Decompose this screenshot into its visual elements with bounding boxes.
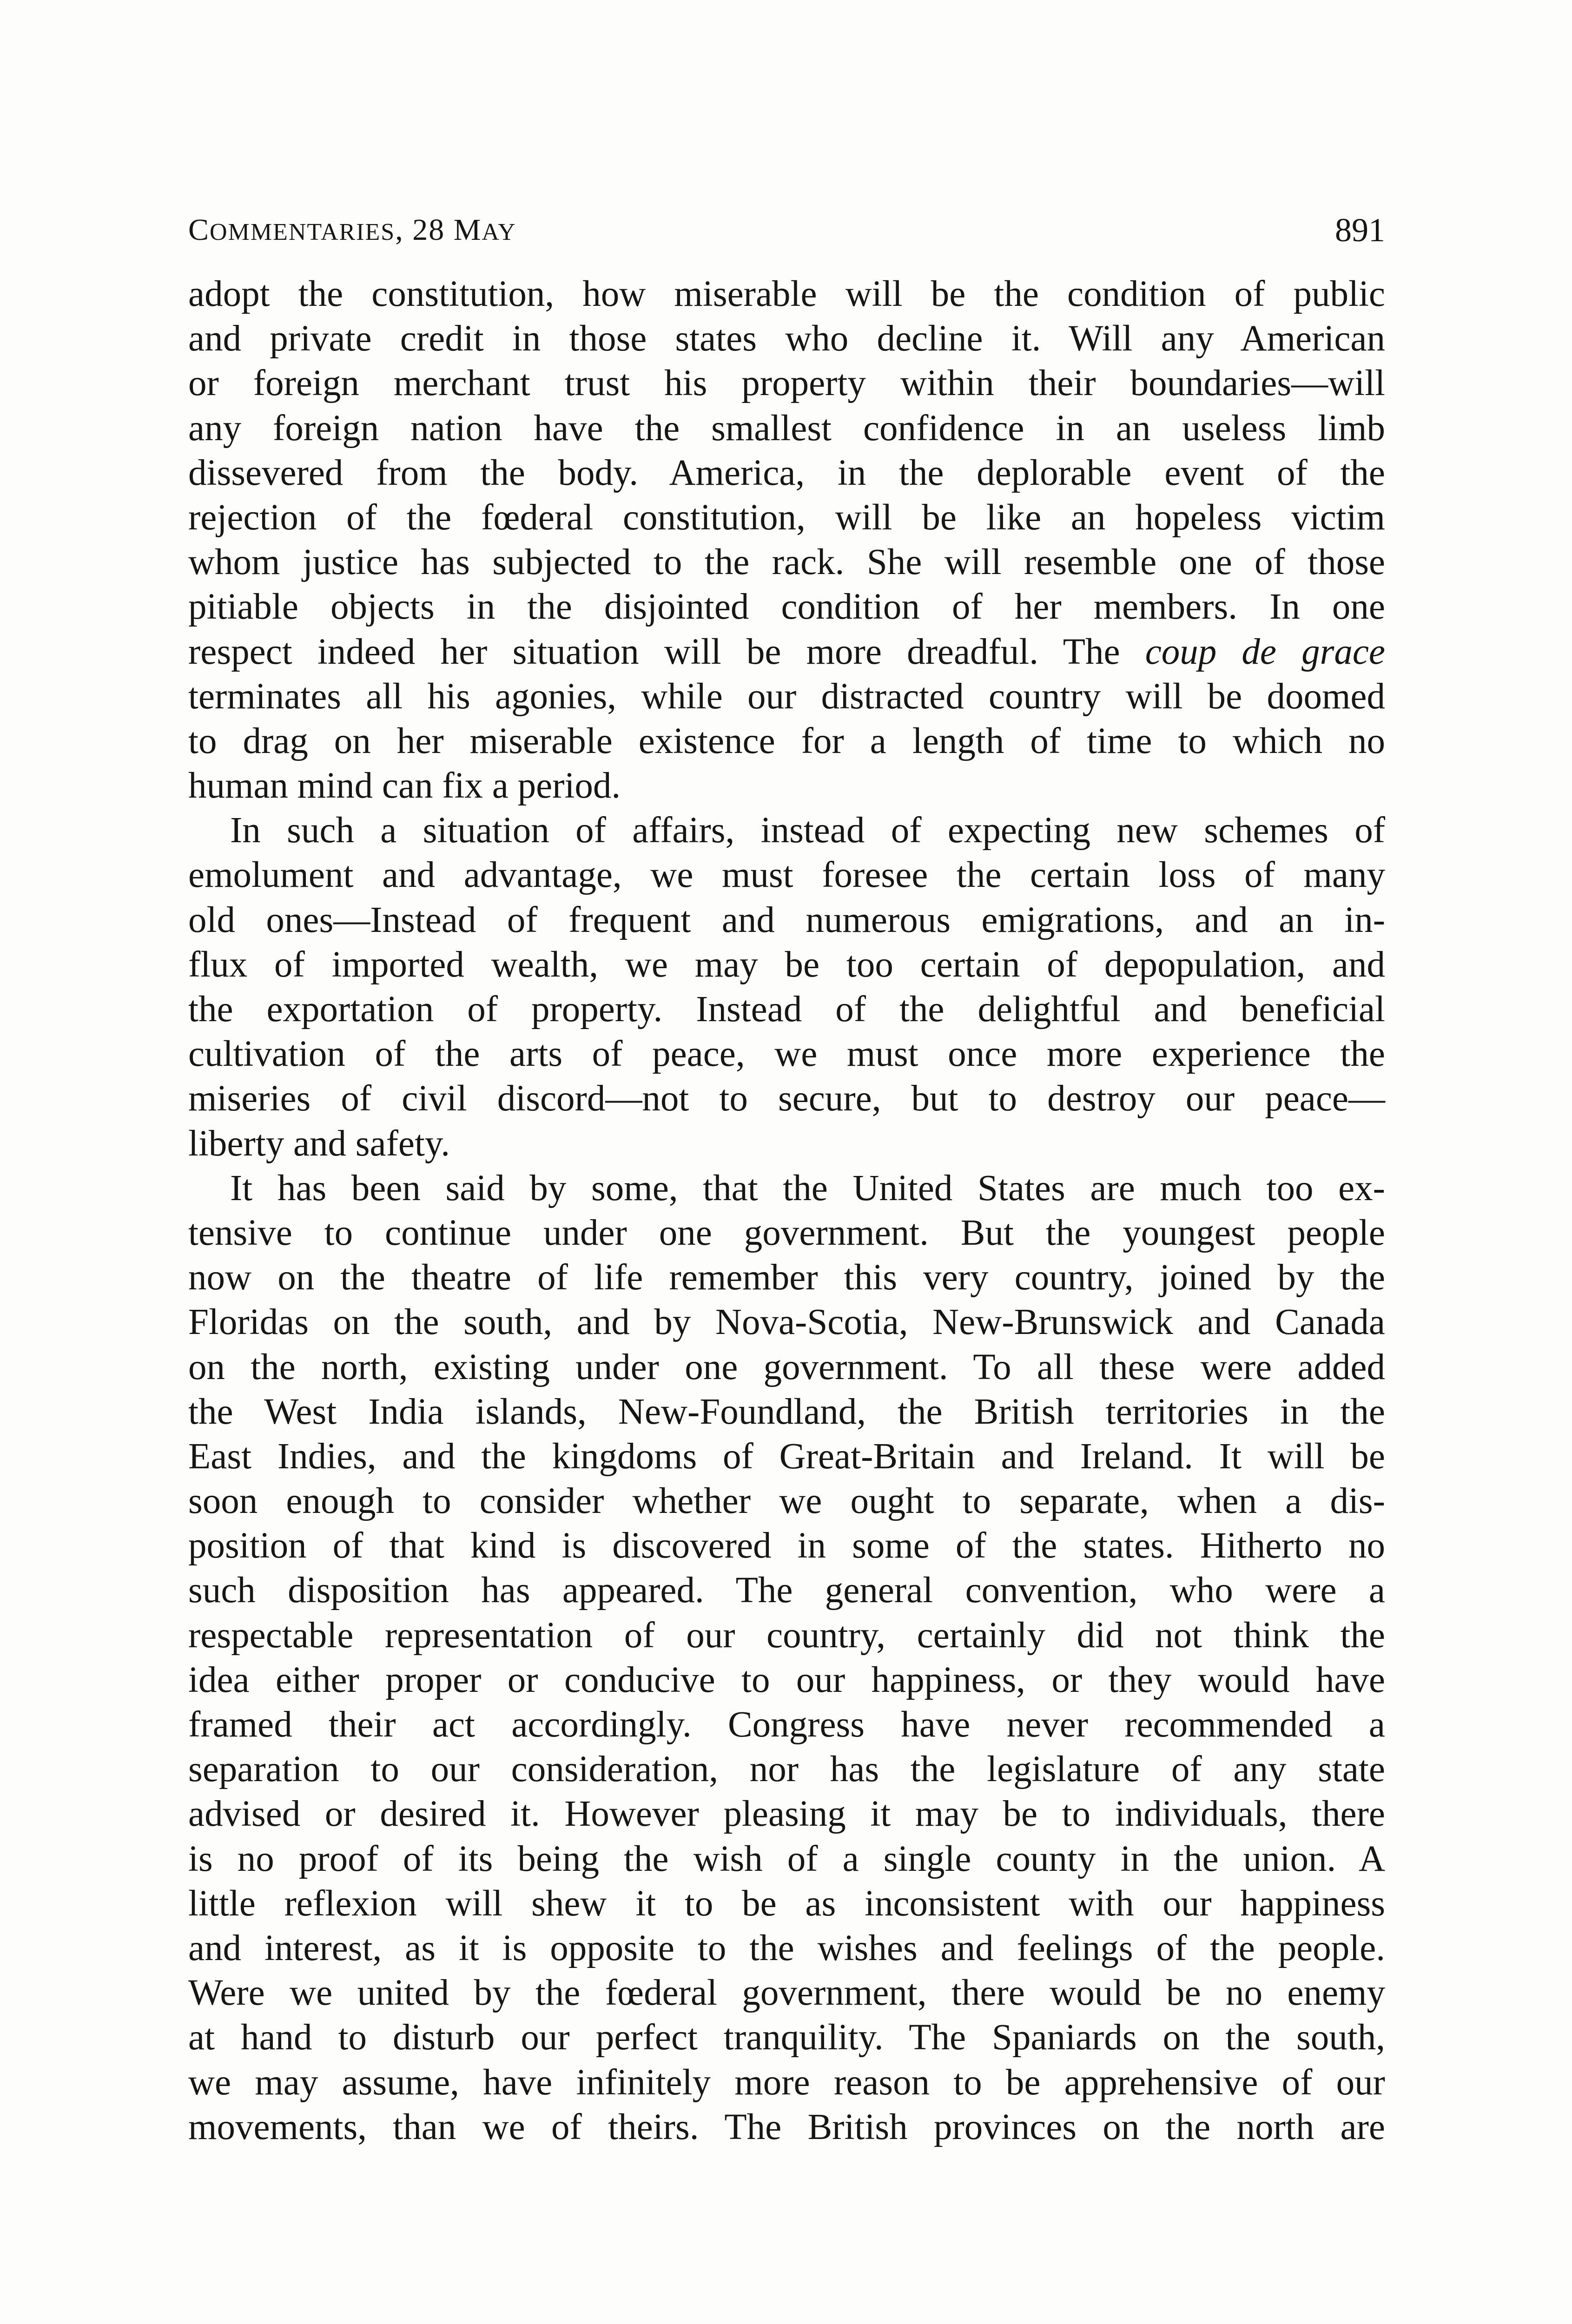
text-line: advised or desired it. However pleasing it may be to individuals, there — [188, 1794, 1385, 1835]
text-line: the West India islands, New-Foundland, the British territories in the — [188, 1391, 1385, 1432]
running-head-smallcaps: OMMENTARIES — [210, 219, 396, 245]
text-line: respect indeed her situation will be more dreadful. The coup de grace — [188, 631, 1386, 672]
text-line: movements, than we of theirs. The British provinces on the north are — [188, 2106, 1385, 2147]
text-line: old ones—Instead of frequent and numerous emigrations, and an in- — [188, 899, 1385, 940]
running-head — [188, 205, 516, 258]
running-head-initial: C — [188, 213, 210, 247]
text-line: on the north, existing under one government. To all these were added — [188, 1347, 1385, 1387]
text-line: at hand to disturb our perfect tranquility. The Spaniards on the south, — [188, 2017, 1385, 2058]
text-line: terminates all his agonies, while our distracted country will be doomed — [188, 676, 1385, 717]
text-line: human mind can fix a period. — [188, 766, 621, 806]
text-line: It has been said by some, that the United States are much too ex- — [230, 1168, 1385, 1208]
text-line: the exportation of property. Instead of the delightful and beneficial — [188, 989, 1385, 1030]
text-line: East Indies, and the kingdoms of Great-Britain and Ireland. It will be — [188, 1436, 1385, 1477]
text-line: now on the theatre of life remember this very country, joined by the — [188, 1257, 1385, 1298]
text-line: framed their act accordingly. Congress have never recommended a — [188, 1704, 1385, 1745]
text-line: miseries of civil discord—not to secure, but to destroy our peace— — [188, 1078, 1385, 1119]
text-line: and interest, as it is opposite to the wishes and feelings of the people. — [188, 1928, 1385, 1968]
text-line: such disposition has appeared. The general convention, who were a — [188, 1570, 1385, 1611]
text-line: emolument and advantage, we must foresee the certain loss of many — [188, 855, 1385, 896]
text-line: liberty and safety. — [188, 1123, 450, 1164]
page-number: 891 — [1335, 211, 1385, 249]
text-line: any foreign nation have the smallest confidence in an useless limb — [188, 408, 1385, 449]
text-line: to drag on her miserable existence for a length of time to which no — [188, 720, 1385, 761]
text-line: respectable representation of our country, certainly did not think the — [188, 1615, 1385, 1656]
text-line: flux of imported wealth, we may be too certain of depopulation, and — [188, 944, 1385, 985]
text-line: cultivation of the arts of peace, we must once more experience the — [188, 1034, 1385, 1075]
text-line: whom justice has subjected to the rack. She will resemble one of those — [188, 542, 1385, 583]
body-text — [188, 272, 1385, 2150]
text-line: we may assume, have infinitely more reason to be apprehensive of our — [188, 2062, 1385, 2103]
text-line: In such a situation of affairs, instead of expecting new schemes of — [230, 810, 1385, 851]
text-line: position of that kind is discovered in some of the states. Hitherto no — [188, 1525, 1385, 1566]
text-line: or foreign merchant trust his property within their boundaries—will — [188, 363, 1385, 404]
italic-phrase: coup de grace — [1145, 631, 1386, 672]
text-line: separation to our consideration, nor has the legislature of any state — [188, 1749, 1385, 1790]
text-line: pitiable objects in the disjointed condition of her members. In one — [188, 587, 1385, 627]
text-line: little reflexion will shew it to be as inconsistent with our happiness — [188, 1883, 1385, 1924]
text-line: Floridas on the south, and by Nova-Scotia, New-Brunswick and Canada — [188, 1302, 1385, 1343]
text-line: is no proof of its being the wish of a single county in the union. A — [188, 1838, 1385, 1879]
running-head-date: , 28 — [395, 213, 454, 247]
text-line: Were we united by the fœderal government, there would be no enemy — [188, 1973, 1385, 2014]
page-header — [188, 205, 1385, 256]
running-head-month-initial: M — [453, 213, 482, 247]
text-line: and private credit in those states who decline it. Will any American — [188, 318, 1385, 359]
text-line: idea either proper or conducive to our happiness, or they would have — [188, 1659, 1385, 1700]
text-line: dissevered from the body. America, in the deplorable event of the — [188, 452, 1385, 493]
text-line: soon enough to consider whether we ought to separate, when a dis- — [188, 1481, 1385, 1522]
text-line: rejection of the fœderal constitution, will be like an hopeless victim — [188, 497, 1385, 538]
text-line: tensive to continue under one government. But the youngest people — [188, 1212, 1385, 1253]
text-line: adopt the constitution, how miserable will be the condition of public — [188, 274, 1385, 314]
running-head-month-smallcaps: AY — [482, 219, 516, 245]
